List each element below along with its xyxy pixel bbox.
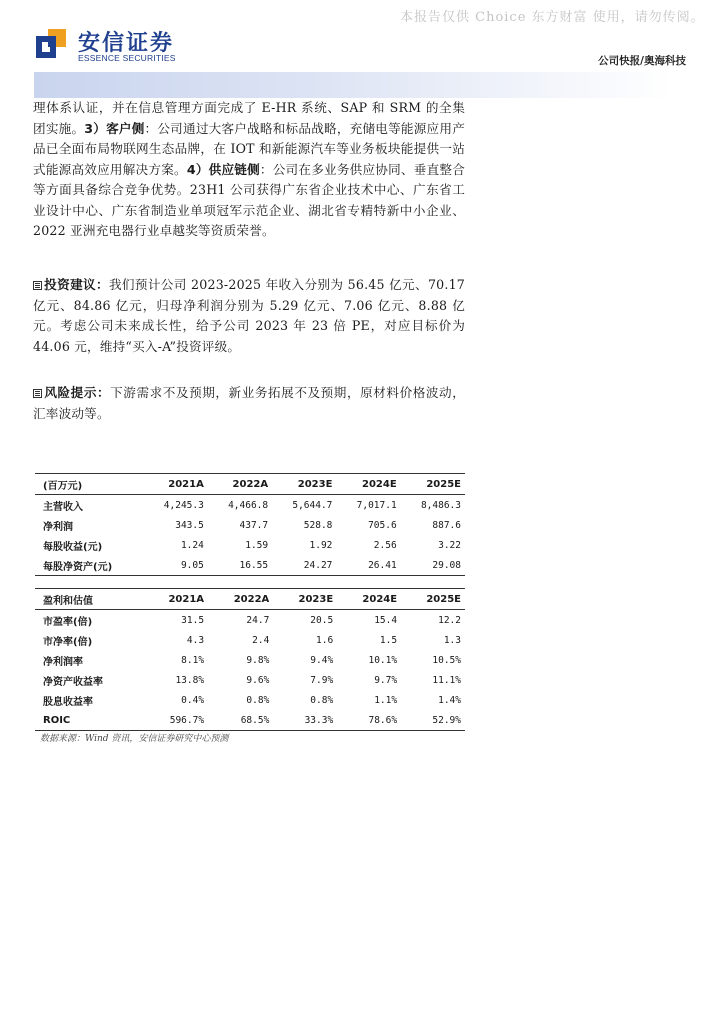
table-cell: 1.59: [245, 539, 269, 551]
table-cell: 31.5: [181, 614, 205, 626]
table-cell: 1.1%: [374, 694, 398, 706]
table-cell: 1.24: [180, 539, 204, 551]
financial-table: [35, 473, 465, 576]
table-cell: 705.6: [368, 519, 397, 531]
logo-mark-icon: [34, 26, 70, 62]
column-header: 2021A: [168, 478, 204, 490]
table-cell: 29.08: [432, 559, 461, 571]
row-label: 主营收入: [43, 501, 83, 513]
table-cell: 9.4%: [310, 654, 334, 666]
table-cell: 1.3: [443, 634, 461, 646]
column-header: (百万元): [43, 480, 83, 492]
row-label: 每股净资产(元): [43, 561, 113, 573]
table-cell: 0.8%: [246, 694, 270, 706]
column-header: 2024E: [362, 478, 397, 490]
data-source-note: 数据来源：Wind 资讯，安信证券研究中心预测: [40, 734, 229, 744]
table-cell: 5,644.7: [292, 499, 333, 511]
header-band: [34, 72, 674, 98]
column-header: 2025E: [426, 478, 461, 490]
watermark-text: 本报告仅供 Choice 东方财富 使用，请勿传阅。: [400, 10, 705, 25]
table-header-row: [35, 474, 465, 495]
table-cell: 26.41: [368, 559, 397, 571]
table-cell: 4,245.3: [163, 499, 204, 511]
table-cell: 24.27: [303, 559, 333, 571]
column-header: 2023E: [298, 593, 334, 605]
table-cell: 9.6%: [246, 674, 270, 686]
table-cell: 20.5: [310, 614, 334, 626]
table-cell: 528.8: [303, 519, 333, 531]
table-cell: 3.22: [438, 539, 461, 551]
table-cell: 0.4%: [181, 694, 205, 706]
table-cell: 10.1%: [368, 654, 398, 666]
table-row: [35, 495, 465, 516]
column-header: 2021A: [168, 593, 205, 605]
table-cell: 13.8%: [175, 674, 205, 686]
table-cell: 1.5: [379, 634, 398, 646]
table-cell: 11.1%: [432, 674, 461, 686]
table-row: [35, 515, 465, 535]
table-row: [35, 610, 465, 631]
table-cell: 16.55: [239, 559, 269, 571]
paragraph-investment: [33, 275, 465, 357]
table-row: [35, 670, 465, 690]
table-row: [35, 535, 465, 555]
row-label: 净利润率: [43, 656, 83, 668]
paragraph-text: ：公司通过大客户战略和标品战略，充储电等能源应用产品已全面布局物联网生态品牌，在 IOT 和新能源汽车等业务板块能提供一站式能源高效应用解决方案。: [33, 120, 465, 177]
bold-heading: 4）供应链侧: [186, 161, 260, 177]
table-row: [35, 690, 465, 710]
bold-heading: 风险提示：: [44, 385, 111, 400]
table-cell: 596.7%: [169, 714, 205, 726]
column-header: 2023E: [297, 478, 333, 490]
brand-name-cn: 安信证券: [78, 31, 175, 56]
table-cell: 7,017.1: [356, 499, 397, 511]
table-cell: 8,486.3: [420, 499, 461, 511]
table-row: [35, 650, 465, 670]
table-cell: 68.5%: [240, 714, 270, 726]
list-bullet-icon: [33, 389, 42, 398]
column-header: 2025E: [426, 593, 461, 605]
paragraph-text: ：公司在多业务供应协同、垂直整合等方面具备综合竞争优势。23H1 公司获得广东省企业技术中心、广东省工业设计中心、广东省制造业单项冠军示范企业、湖北省专精特新中小企业、2022 亚洲充电器行业卓越奖等资质荣誉。: [33, 161, 465, 238]
table-cell: 78.6%: [368, 714, 398, 726]
table-cell: 343.5: [175, 519, 204, 531]
table-cell: 1.92: [309, 539, 333, 551]
table-cell: 1.6: [316, 634, 334, 646]
row-label: 市净率(倍): [43, 636, 93, 648]
column-header: 2022A: [232, 478, 269, 490]
table-cell: 12.2: [438, 614, 461, 626]
table-cell: 9.8%: [246, 654, 270, 666]
column-header: 2022A: [233, 593, 270, 605]
brand-name-en: ESSENCE SECURITIES: [78, 53, 176, 63]
table-cell: 1.4%: [438, 694, 461, 706]
paragraph-risk: [33, 383, 465, 424]
table-row: [35, 710, 465, 731]
row-label: 股息收益率: [43, 696, 93, 708]
list-bullet-icon: [33, 281, 42, 290]
row-label: ROIC: [43, 714, 71, 726]
table-cell: 2.56: [373, 539, 397, 551]
table-cell: 15.4: [374, 614, 398, 626]
table-header-row: [35, 589, 465, 610]
paragraph-text: 理体系认证，并在信息管理方面完成了 E-HR 系统、SAP 和 SRM 的全集团实施。: [33, 100, 465, 136]
row-label: 市盈率(倍): [43, 616, 93, 628]
table-cell: 33.3%: [304, 714, 334, 726]
table-cell: 9.7%: [374, 674, 398, 686]
valuation-table: [35, 588, 465, 731]
table-cell: 0.8%: [310, 694, 334, 706]
table-cell: 4,466.8: [228, 499, 269, 511]
column-header: 2024E: [362, 593, 398, 605]
paragraph-text: 下游需求不及预期，新业务拓展不及预期，原材料价格波动，汇率波动等。: [33, 385, 466, 421]
table-cell: 7.9%: [310, 674, 334, 686]
row-label: 每股收益(元): [43, 541, 103, 553]
table-cell: 8.1%: [181, 654, 205, 666]
bold-heading: 投资建议：: [44, 277, 109, 292]
paragraph-business: [33, 98, 465, 242]
table-cell: 52.9%: [432, 714, 461, 726]
report-category: 公司快报/奥海科技: [598, 55, 686, 67]
row-label: 净资产收益率: [43, 676, 103, 688]
bold-heading: 3）客户侧: [84, 120, 145, 136]
table-row: [35, 555, 465, 576]
paragraph-text: 我们预计公司 2023-2025 年收入分别为 56.45 亿元、70.17 亿元、84.86 亿元，归母净利润分别为 5.29 亿元、7.06 亿元、8.88 亿元。考虑公司未来成长性，给予公司 2023 年 23 倍 PE，对应目标价为 44.06 元，维持“买入-A”投资评级。: [33, 277, 466, 354]
table-cell: 887.6: [432, 519, 461, 531]
table-cell: 24.7: [246, 614, 270, 626]
table-cell: 10.5%: [432, 654, 461, 666]
table-cell: 9.05: [180, 559, 204, 571]
table-cell: 437.7: [239, 519, 269, 531]
table-row: [35, 630, 465, 650]
row-label: 净利润: [43, 521, 73, 533]
brand-logo: [34, 26, 184, 66]
table-cell: 2.4: [252, 634, 270, 646]
column-header: 盈利和估值: [43, 595, 93, 607]
table-cell: 4.3: [186, 634, 205, 646]
